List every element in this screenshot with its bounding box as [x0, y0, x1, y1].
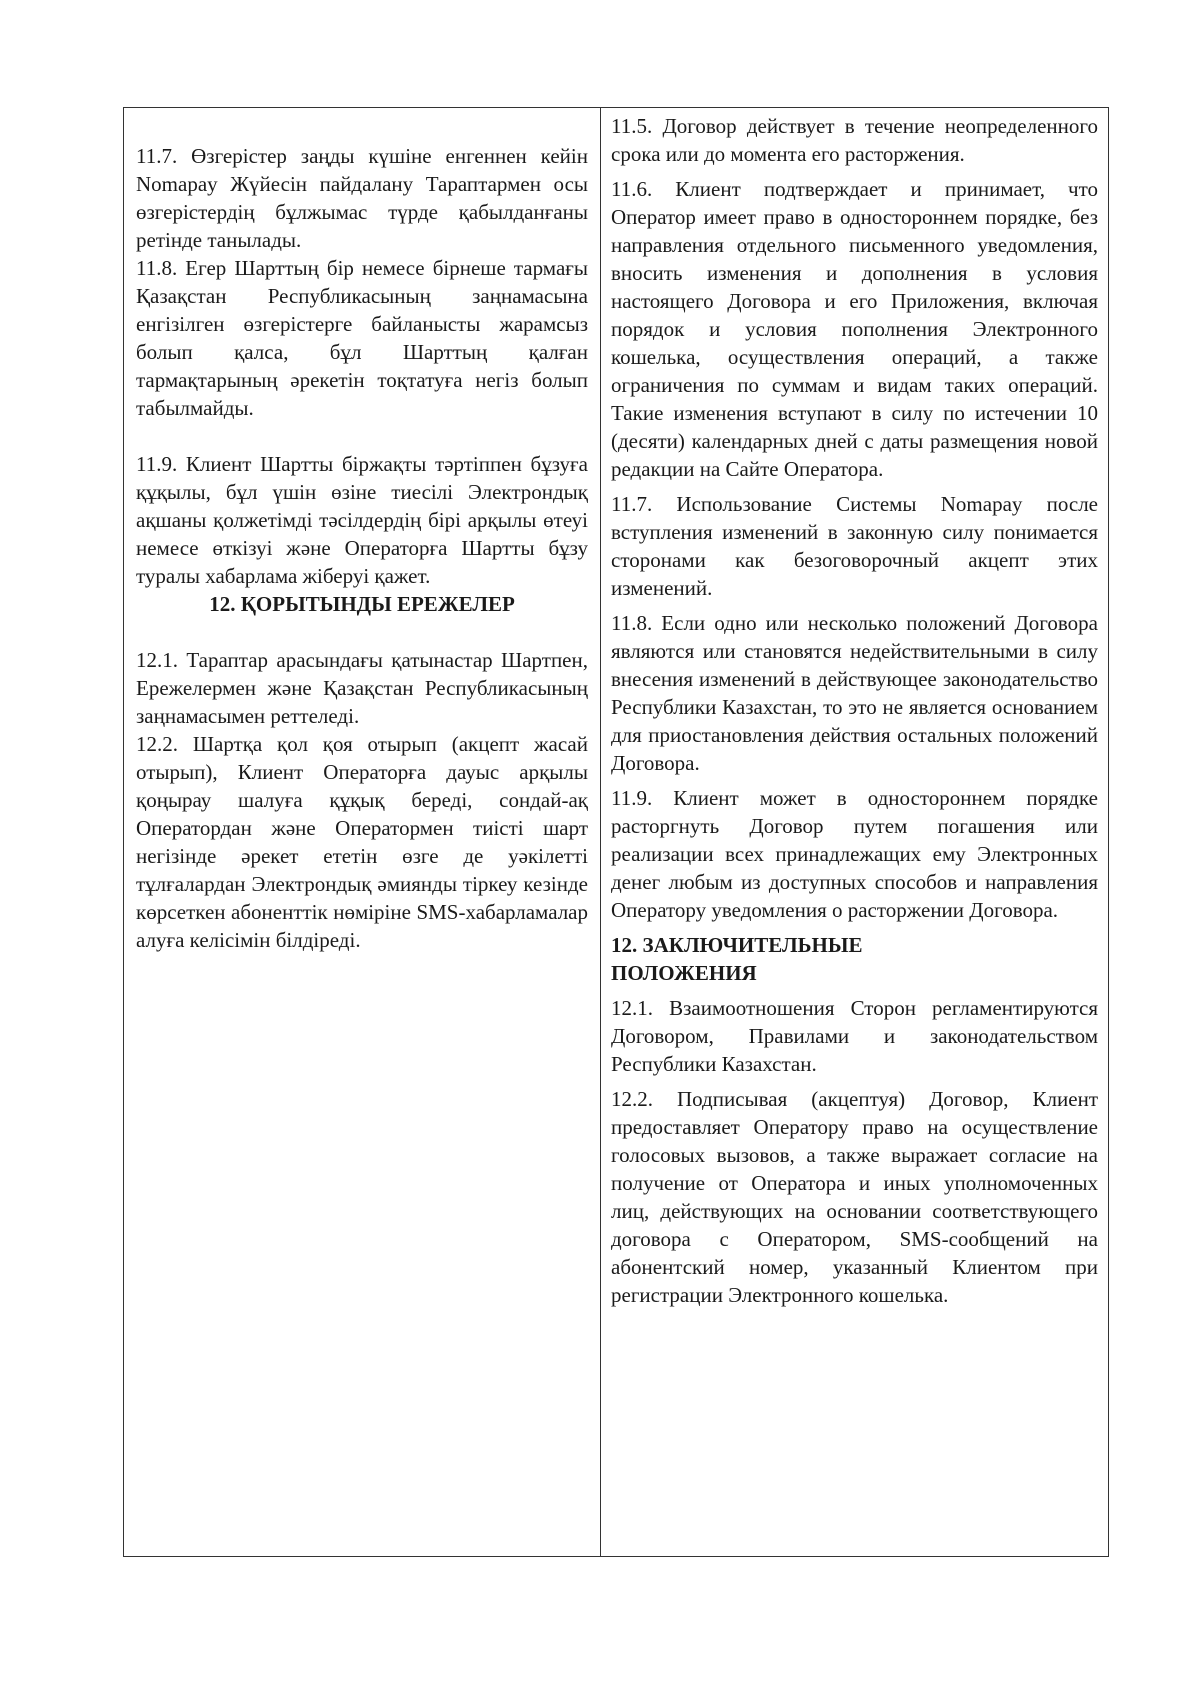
clause-11-9-ru: 11.9. Клиент может в одностороннем порядке расторгнуть Договор путем погашения или реализации всех принадлежащих ему Электронных денег любым из доступных способов и направления Оператору уведомления о расторжении Договора. — [611, 786, 1098, 922]
bilingual-contract-table — [123, 107, 1109, 1557]
clause-11-6-ru: 11.6. Клиент подтверждает и принимает, что Оператор имеет право в одностороннем порядке, без направления отдельного письменного уведомления, вносить изменения и дополнения в условия настоящего Договора и его Приложения, включая порядок и условия пополнения Электронного кошелька, осуществления операций, а также ограничения по суммам и видам таких операций. Такие изменения вступают в силу по истечении 10 (десяти) календарных дней с даты размещения новой редакции на Сайте Оператора. — [611, 177, 1098, 481]
section-12-heading-kz: 12. ҚОРЫТЫНДЫ ЕРЕЖЕЛЕР — [209, 592, 515, 616]
clause-11-9-kz: 11.9. Клиент Шартты біржақты тәртіппен бұзуға құқылы, бұл үшін өзіне тиесілі Электрондық ақшаны қолжетімді тәсілдердің бірі арқылы өтеуі немесе өткізуі және Операторға Шартты бұзу туралы хабарлама жіберуі қажет. — [136, 452, 588, 588]
clause-11-7-ru: 11.7. Использование Системы Nomapay после вступления изменений в законную силу понимается сторонами как безоговорочный акцепт этих изменений. — [611, 492, 1098, 600]
clause-11-5-ru: 11.5. Договор действует в течение неопределенного срока или до момента его расторжения. — [611, 114, 1098, 166]
kazakh-column — [124, 108, 601, 1556]
clause-11-8-kz: 11.8. Егер Шарттың бір немесе бірнеше тармағы Қазақстан Республикасының заңнамасына енгізілген өзгерістерге байланысты жарамсыз болып қалса, бұл Шарттың қалған тармақтарының әрекетін тоқтатуға негіз болып табылмайды. — [136, 256, 588, 420]
clause-12-1-ru: 12.1. Взаимоотношения Сторон регламентируются Договором, Правилами и законодательством Республики Казахстан. — [611, 996, 1098, 1076]
clause-12-2-kz: 12.2. Шартқа қол қоя отырып (акцепт жасай отырып), Клиент Операторға дауыс арқылы қоңырау шалуға құқық береді, сондай-ақ Оператордан және Оператормен тиісті шарт негізінде әрекет ететін өзге де уәкілетті тұлғалардан Электрондық әмиянды тіркеу кезінде көрсеткен абоненттік нөміріне SMS-хабарламалар алуға келісімін білдіреді. — [136, 732, 588, 952]
clause-12-2-ru: 12.2. Подписывая (акцептуя) Договор, Клиент предоставляет Оператору право на осуществление голосовых вызовов, а также выражает согласие на получение от Оператора и иных уполномоченных лиц, действующих на основании соответствующего договора с Оператором, SMS-сообщений на абонентский номер, указанный Клиентом при регистрации Электронного кошелька. — [611, 1087, 1098, 1307]
russian-column — [601, 108, 1108, 1556]
clause-11-8-ru: 11.8. Если одно или несколько положений Договора являются или становятся недействительными в силу внесения изменений в действующее законодательство Республики Казахстан, то это не является основанием для приостановления действия остальных положений Договора. — [611, 611, 1098, 775]
clause-12-1-kz: 12.1. Тараптар арасындағы қатынастар Шартпен, Ережелермен және Қазақстан Республикасының заңнамасымен реттеледі. — [136, 648, 588, 728]
section-12-heading-ru: 12. ЗАКЛЮЧИТЕЛЬНЫЕ ПОЛОЖЕНИЯ — [611, 933, 863, 985]
clause-11-7-kz: 11.7. Өзгерістер заңды күшіне енгеннен кейін Nomapay Жүйесін пайдалану Тараптармен осы өзгерістердің бұлжымас түрде қабылданғаны ретінде танылады. — [136, 144, 588, 252]
